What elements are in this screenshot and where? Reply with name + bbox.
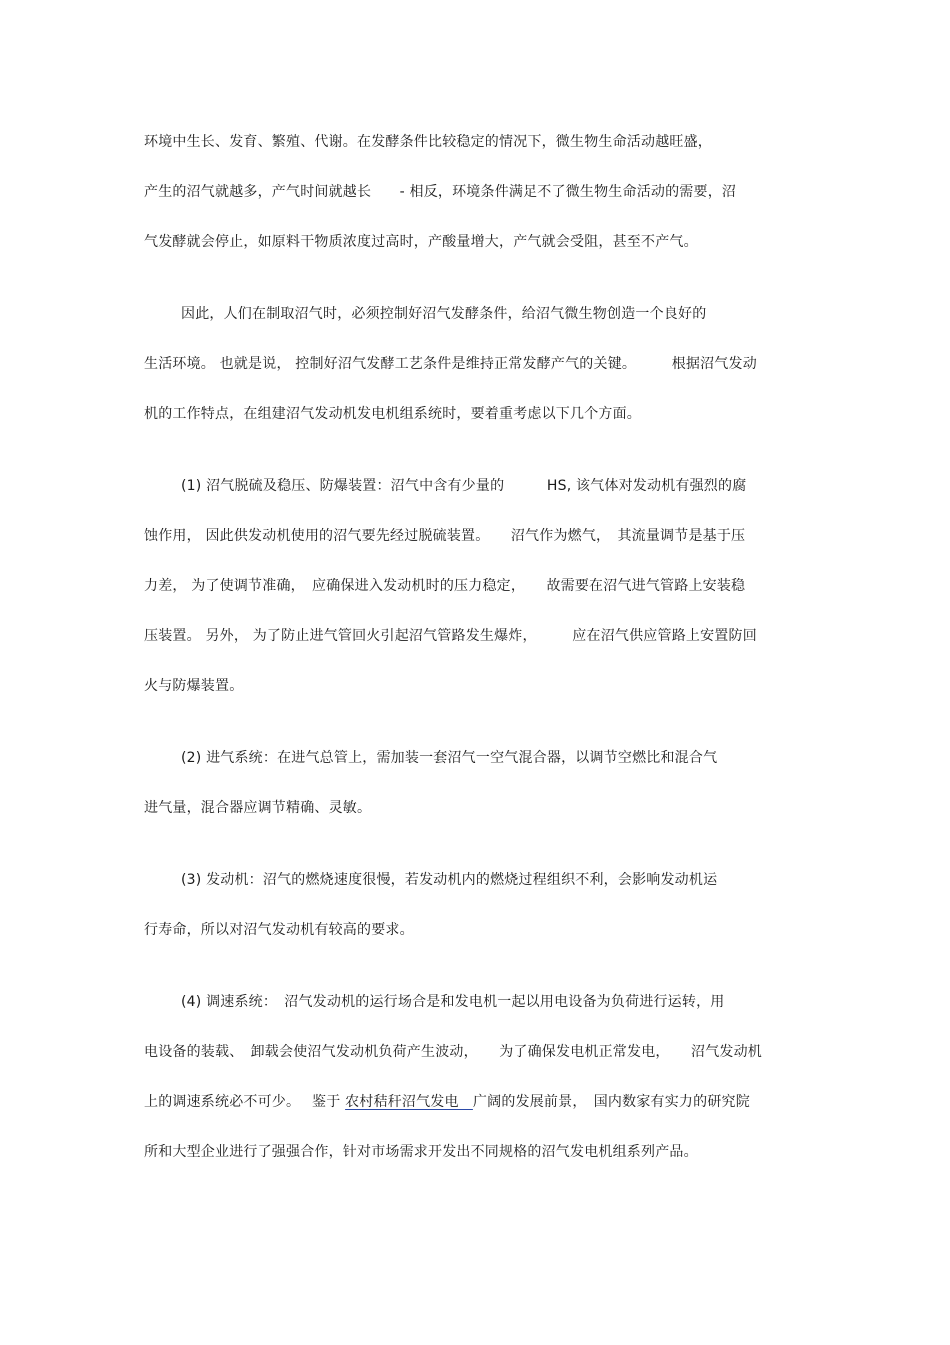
paragraph-1-line-3: 气发酵就会停止，如原料干物质浓度过高时，产酸量增大，产气就会受阻，甚至不产气。	[144, 234, 698, 250]
paragraph-6-line-1: (4) 调速系统： 沼气发动机的运行场合是和发电机一起以用电设备为负荷进行运转，用	[181, 994, 725, 1010]
paragraph-3-line-4: 压装置。 另外， 为了防止进气管回火引起沼气管路发生爆炸， 应在沼气供应管路上安置防回	[144, 628, 757, 644]
paragraph-6-line-3	[144, 1092, 750, 1112]
paragraph-6-line-4: 所和大型企业进行了强强合作，针对市场需求开发出不同规格的沼气发电机组系列产品。	[144, 1144, 698, 1160]
paragraph-1-line-1: 环境中生长、发育、繁殖、代谢。在发酵条件比较稳定的情况下，微生物生命活动越旺盛，	[144, 134, 712, 150]
paragraph-5-line-2: 行寿命，所以对沼气发动机有较高的要求。	[144, 922, 414, 938]
paragraph-2-line-1: 因此，人们在制取沼气时，必须控制好沼气发酵条件，给沼气微生物创造一个良好的	[181, 306, 707, 322]
paragraph-3-line-2: 蚀作用， 因此供发动机使用的沼气要先经过脱硫装置。 沼气作为燃气， 其流量调节是基于压	[144, 528, 746, 544]
paragraph-4-line-2: 进气量，混合器应调节精确、灵敏。	[144, 800, 372, 816]
paragraph-3-line-1: (1) 沼气脱硫及稳压、防爆装置：沼气中含有少量的 HS, 该气体对发动机有强烈的腐	[181, 478, 747, 494]
paragraph-6-line-3-before: 上的调速系统必不可少。 鉴于	[144, 1094, 346, 1110]
paragraph-1-line-2: 产生的沼气就越多，产气时间就越长 - 相反，环境条件满足不了微生物生命活动的需要，沼	[144, 184, 737, 200]
paragraph-3-line-3: 力差， 为了使调节准确， 应确保进入发动机时的压力稳定， 故需要在沼气进气管路上安装稳	[144, 578, 746, 594]
paragraph-6-line-3-after: 广阔的发展前景， 国内数家有实力的研究院	[472, 1094, 750, 1110]
paragraph-4-line-1: (2) 进气系统：在进气总管上，需加装一套沼气一空气混合器，以调节空燃比和混合气	[181, 750, 718, 766]
rural-straw-biogas-link[interactable]: 农村秸秆沼气发电	[345, 1094, 473, 1110]
paragraph-6-line-2: 电设备的装载、 卸载会使沼气发动机负荷产生波动， 为了确保发电机正常发电， 沼气发动机	[144, 1044, 762, 1060]
paragraph-2-line-3: 机的工作特点，在组建沼气发动机发电机组系统时，要着重考虑以下几个方面。	[144, 406, 641, 422]
paragraph-5-line-1: (3) 发动机：沼气的燃烧速度很慢，若发动机内的燃烧过程组织不利，会影响发动机运	[181, 872, 718, 888]
paragraph-2-line-2: 生活环境。 也就是说， 控制好沼气发酵工艺条件是维持正常发酵产气的关键。 根据沼气发动	[144, 356, 757, 372]
paragraph-3-line-5: 火与防爆装置。	[144, 678, 244, 694]
